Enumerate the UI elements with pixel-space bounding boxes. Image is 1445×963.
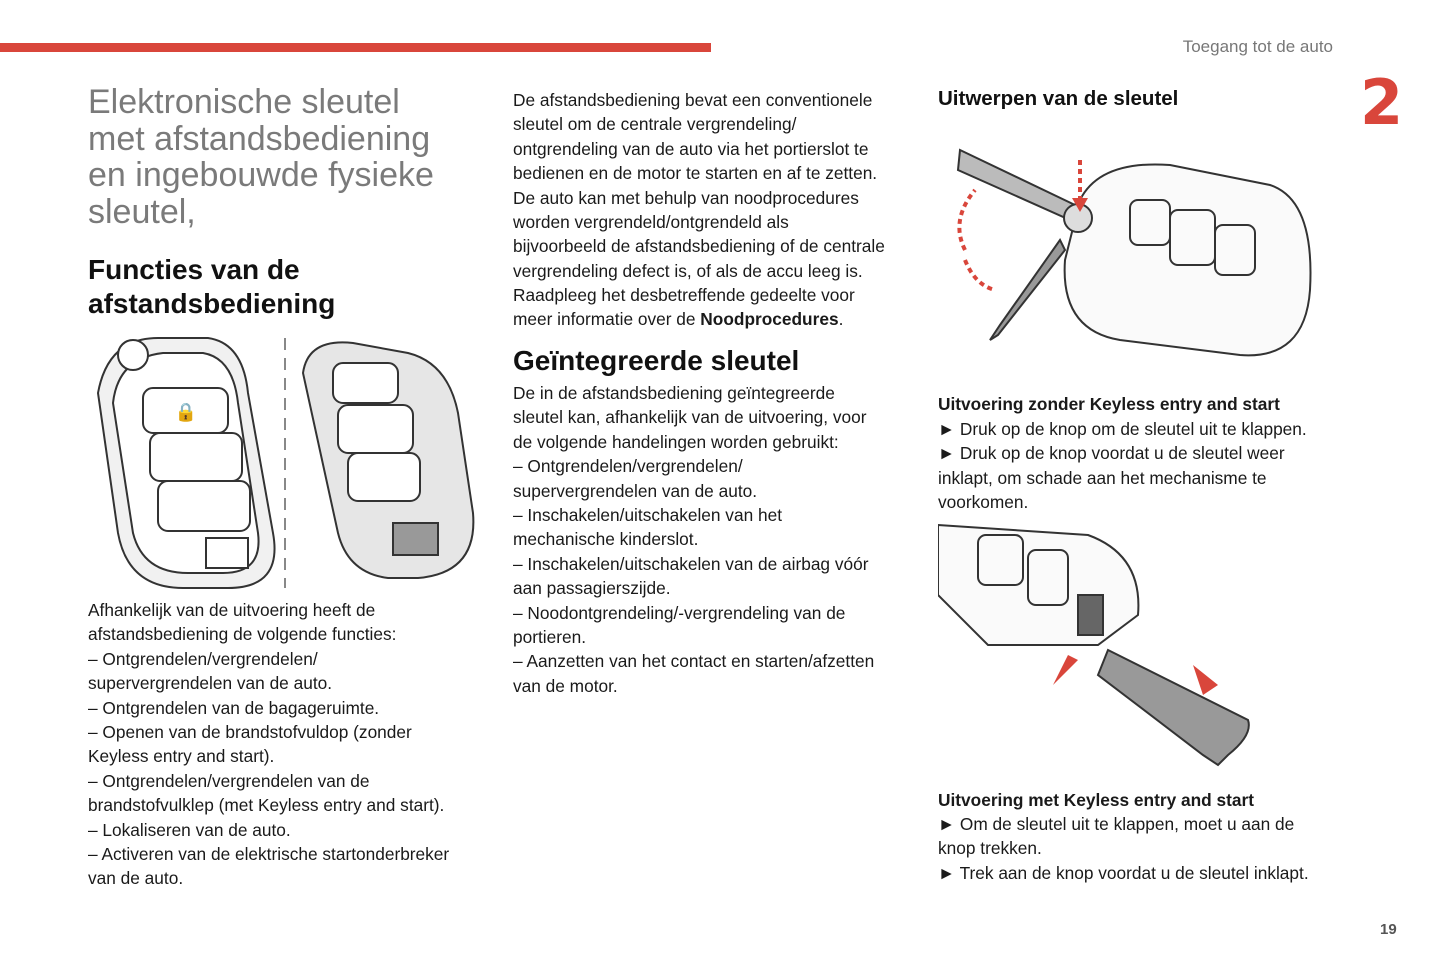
subheading-without-keyless: Uitvoering zonder Keyless entry and start — [938, 394, 1280, 414]
text-line: voorkomen. — [938, 492, 1029, 513]
text-line: van de auto. — [88, 868, 184, 889]
text-line: De afstandsbediening bevat een conventionele — [513, 90, 873, 110]
subheading-with-keyless: Uitvoering met Keyless entry and start — [938, 790, 1254, 810]
text: . — [838, 309, 844, 329]
text-line: Functies van de — [88, 254, 300, 285]
without-keyless-steps — [938, 417, 1307, 515]
text-line: Elektronische sleutel — [88, 83, 400, 121]
key-fold-illustration — [938, 515, 1318, 775]
text-line: De in de afstandsbediening geïntegreerde — [513, 383, 835, 403]
text-line: – Lokaliseren van de auto. — [88, 819, 291, 840]
text-line: Raadpleeg het desbetreffende gedeelte voor — [513, 285, 855, 306]
text-line: – Inschakelen/uitschakelen van de airbag vóór — [513, 553, 869, 574]
text-line: – Ontgrendelen van de bagageruimte. — [88, 697, 380, 718]
text-line: – Ontgrendelen/vergrendelen/ — [88, 648, 318, 669]
text-line: ► Druk op de knop om de sleutel uit te klappen. — [938, 419, 1307, 439]
text-line: ► Druk op de knop voordat u de sleutel weer — [938, 443, 1285, 464]
text-line: – Inschakelen/uitschakelen van het — [513, 504, 782, 525]
section-title: Toegang tot de auto — [1182, 37, 1333, 56]
text-line: bijvoorbeeld de afstandsbediening of de centrale — [513, 236, 885, 257]
text-line: worden vergrendeld/ontgrendeld als — [513, 211, 789, 232]
integrated-key-list — [513, 381, 874, 698]
text-line: sleutel kan, afhankelijk van de uitvoering, voor — [513, 407, 867, 428]
text-line: Keyless entry and start). — [88, 746, 275, 767]
text-line: met afstandsbediening — [88, 119, 431, 158]
intro-last-line — [513, 307, 843, 331]
text-line: en ingebouwde fysieke — [88, 156, 434, 194]
text-line: De auto kan met behulp van noodprocedures — [513, 187, 859, 208]
text-line: – Aanzetten van het contact en starten/afzetten — [513, 651, 875, 672]
text-line: portieren. — [513, 626, 587, 647]
functions-list — [88, 598, 449, 891]
text-line: sleutel, — [88, 192, 196, 231]
text-line: mechanische kinderslot. — [513, 529, 699, 550]
text: meer informatie over de — [513, 309, 701, 329]
header-accent-bar — [0, 43, 711, 52]
text-line: ► Trek aan de knop voordat u de sleutel inklapt. — [938, 862, 1309, 883]
text-line: vergrendeling defect is, of als de accu leeg is. — [513, 260, 863, 281]
text-line: bedienen en de motor te starten en af te zetten. — [513, 163, 878, 184]
text-line: – Ontgrendelen/vergrendelen/ — [513, 456, 743, 477]
text-line: Afhankelijk van de uitvoering heeft de — [88, 600, 376, 620]
text-line: van de motor. — [513, 675, 618, 696]
text-line: de volgende handelingen worden gebruikt: — [513, 431, 839, 452]
text-line: afstandsbediening de volgende functies: — [88, 624, 397, 645]
text-line: – Noodontgrendeling/-vergrendeling van de — [513, 602, 846, 623]
page-number: 19 — [1380, 921, 1397, 938]
heading-functions — [88, 253, 335, 321]
heading-integrated-key: Geïntegreerde sleutel — [513, 345, 800, 376]
text-line: brandstofvulklep (met Keyless entry and start). — [88, 795, 445, 816]
intro-paragraph — [513, 88, 885, 306]
chapter-number: 2 — [1360, 66, 1404, 139]
heading-eject-key: Uitwerpen van de sleutel — [938, 87, 1179, 110]
with-keyless-steps — [938, 812, 1309, 885]
page-title — [88, 84, 488, 230]
text-line: inklapt, om schade aan het mechanisme te — [938, 467, 1267, 488]
text-line: – Activeren van de elektrische startonderbreker — [88, 843, 450, 864]
text-line: knop trekken. — [938, 838, 1042, 859]
link-noodprocedures[interactable]: Noodprocedures — [700, 309, 839, 329]
key-eject-illustration — [940, 140, 1320, 370]
svg-text:🔒: 🔒 — [174, 402, 198, 422]
text-line: afstandsbediening — [88, 288, 336, 319]
text-line: sleutel om de centrale vergrendeling/ — [513, 114, 797, 135]
key-fob-illustration — [88, 333, 483, 593]
text-line: supervergrendelen van de auto. — [513, 480, 758, 501]
text-line: – Ontgrendelen/vergrendelen van de — [88, 770, 370, 791]
text-line: – Openen van de brandstofvuldop (zonder — [88, 721, 412, 742]
text-line: supervergrendelen van de auto. — [88, 673, 333, 694]
text-line: ► Om de sleutel uit te klappen, moet u aan de — [938, 814, 1295, 834]
text-line: ontgrendeling van de auto via het portierslot te — [513, 138, 869, 159]
text-line: aan passagierszijde. — [513, 578, 671, 599]
